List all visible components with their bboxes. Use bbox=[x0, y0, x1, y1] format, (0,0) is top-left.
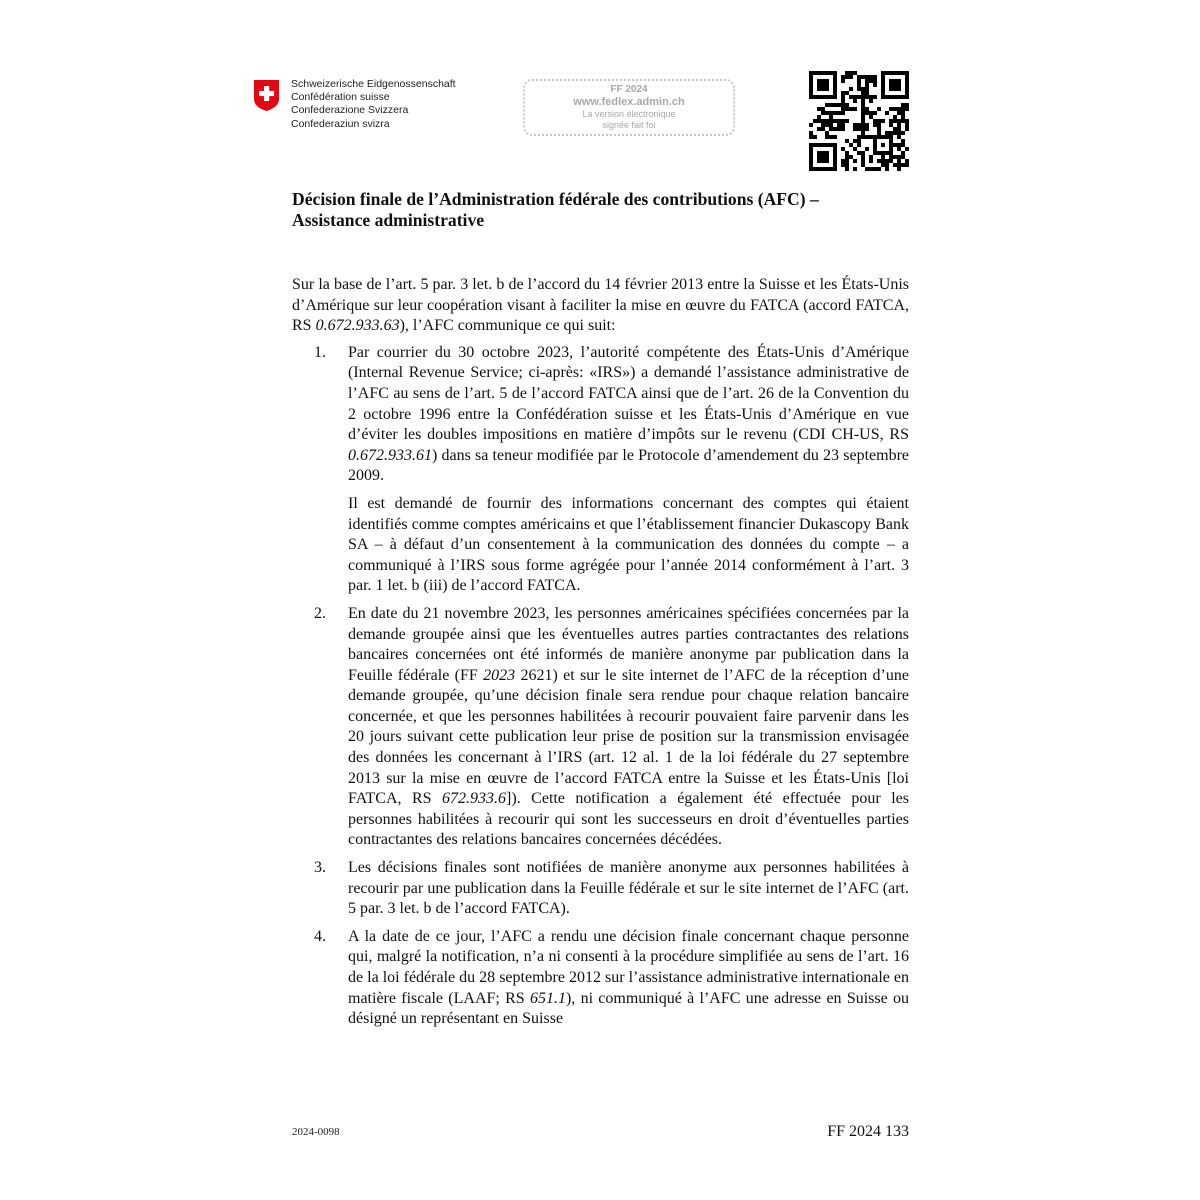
intro-rs-ref: 0.672.933.63 bbox=[315, 317, 400, 335]
document-body bbox=[292, 275, 909, 1037]
agency-name-it: Confederazione Svizzera bbox=[291, 104, 409, 117]
item-2-rs-ref: 672.933.6 bbox=[442, 790, 507, 808]
item-4-text-end: ), ni communiqué à l’AFC une adresse en Suisse ou désigné un représentant en Suisse bbox=[348, 989, 909, 1028]
list-number: 1. bbox=[314, 343, 326, 361]
item-2-text-end: ]). Cette notification a également été effectuée pour les personnes habilitées à recourir qui sont les successeurs en droit d’éventuelles parties contractantes des relations bancaires concernées décédées. bbox=[348, 790, 909, 849]
stamp-note-2: signée fait foi bbox=[602, 120, 656, 130]
item-1-text: Par courrier du 30 octobre 2023, l’autorité compétente des États-Unis d’Amérique (Internal Revenue Service; ci-après: «IRS») a demandé l’assistance administrative de l’AFC au sens de l’art. 5 de l’accord FATCA ainsi que de l’art. 26 de la Convention du 2 octobre 1996 entre la Confédération suisse et les États-Unis d’Amérique en vue d’éviter les doubles impositions en matière d’impôts sur le revenu (CDI CH-US, RS bbox=[348, 343, 909, 444]
item-2-text: En date du 21 novembre 2023, les personnes américaines spécifiées concernées par la demande groupée ainsi que les éventuelles autres parties contractantes des relations bancaires concernées ont été informés de manière anonyme par publication dans la Feuille fédérale (FF bbox=[348, 604, 909, 684]
list-item-content bbox=[348, 604, 909, 851]
title-line-2: Assistance administrative bbox=[292, 210, 485, 230]
signature-stamp bbox=[523, 79, 735, 136]
list-item-2 bbox=[292, 604, 909, 851]
list-item-4 bbox=[292, 927, 909, 1030]
page-title bbox=[292, 189, 912, 231]
title-line-1: Décision finale de l’Administration fédérale des contributions (AFC) – bbox=[292, 189, 819, 209]
swiss-cross-icon bbox=[253, 79, 280, 112]
stamp-url: www.fedlex.admin.ch bbox=[573, 96, 685, 108]
intro-text: Sur la base de l’art. 5 par. 3 let. b de l’accord du 14 février 2013 entre la Suisse et les États-Unis d’Amérique sur leur coopération visant à faciliter la mise en œuvre du FATCA (accord FATCA, RS bbox=[292, 276, 909, 335]
item-1-rs-ref: 0.672.933.61 bbox=[348, 446, 432, 464]
item-2-ff-ref: 2023 bbox=[483, 666, 516, 684]
item-2-paragraph-1 bbox=[348, 604, 909, 851]
item-3-paragraph-1: Les décisions finales sont notifiées de manière anonyme aux personnes habilitées à recourir par une publication dans la Feuille fédérale et sur le site internet de l’AFC (art. 5 par. 3 let. b de l’accord FATCA). bbox=[348, 859, 909, 918]
intro-paragraph bbox=[292, 275, 909, 337]
federal-logo bbox=[253, 79, 456, 131]
stamp-note-1: La version électronique bbox=[582, 109, 676, 119]
agency-name-fr: Confédération suisse bbox=[291, 91, 390, 104]
list-item-content bbox=[348, 927, 909, 1030]
list-number: 4. bbox=[314, 927, 326, 945]
item-4-rs-ref: 651.1 bbox=[529, 989, 566, 1007]
intro-text-end: ), l’AFC communique ce qui suit: bbox=[399, 317, 616, 335]
item-2-text-mid: 2621) et sur le site internet de l’AFC de la réception d’une demande groupée, qu’une décision finale sera rendue pour chaque relation bancaire concernée, et que les personnes habilitées à recourir pouvaient faire parvenir dans les 20 jours suivant cette publication leur prise de position sur la transmission envisagée des données les concernant à l’IRS (art. 12 al. 1 de la loi fédérale du 27 septembre 2013 sur la mise en œuvre de l’accord FATCA entre la Suisse et les États-Unis [loi FATCA, RS bbox=[348, 666, 909, 808]
item-4-paragraph-1 bbox=[348, 927, 909, 1030]
list-item-content bbox=[348, 858, 909, 920]
list-item-content bbox=[348, 343, 909, 597]
agency-name-rm: Confederaziun svizra bbox=[291, 117, 390, 130]
item-1-paragraph-1 bbox=[348, 343, 909, 487]
qr-code-icon bbox=[809, 71, 909, 171]
stamp-ff-ref: FF 2024 bbox=[610, 84, 648, 95]
page-reference: FF 2024 133 bbox=[827, 1123, 909, 1140]
list-item-3 bbox=[292, 858, 909, 920]
list-number: 2. bbox=[314, 604, 326, 622]
agency-names bbox=[291, 78, 456, 131]
document-number: 2024-0098 bbox=[292, 1126, 340, 1138]
item-1-text-end: ) dans sa teneur modifiée par le Protocole d’amendement du 23 septembre 2009. bbox=[348, 446, 909, 485]
list-item-1 bbox=[292, 343, 909, 597]
item-4-text: A la date de ce jour, l’AFC a rendu une décision finale concernant chaque personne qui, malgré la notification, n’a ni consenti à la procédure simplifiée au sens de l’art. 16 de la loi fédérale du 28 septembre 2012 sur l’assistance administrative internationale en matière fiscale (LAAF; RS bbox=[348, 927, 909, 1007]
list-number: 3. bbox=[314, 859, 326, 877]
item-1-paragraph-2: Il est demandé de fournir des informations concernant des comptes qui étaient identifiés comme comptes américains et que l’établissement financier Dukascopy Bank SA – à défaut d’un consentement à la communication des données du compte – a communiqué à l’IRS sous forme agrégée pour l’année 2014 conformément à l’art. 3 par. 1 let. b (iii) de l’accord FATCA. bbox=[348, 494, 909, 595]
agency-name-de: Schweizerische Eidgenossenschaft bbox=[291, 78, 456, 90]
